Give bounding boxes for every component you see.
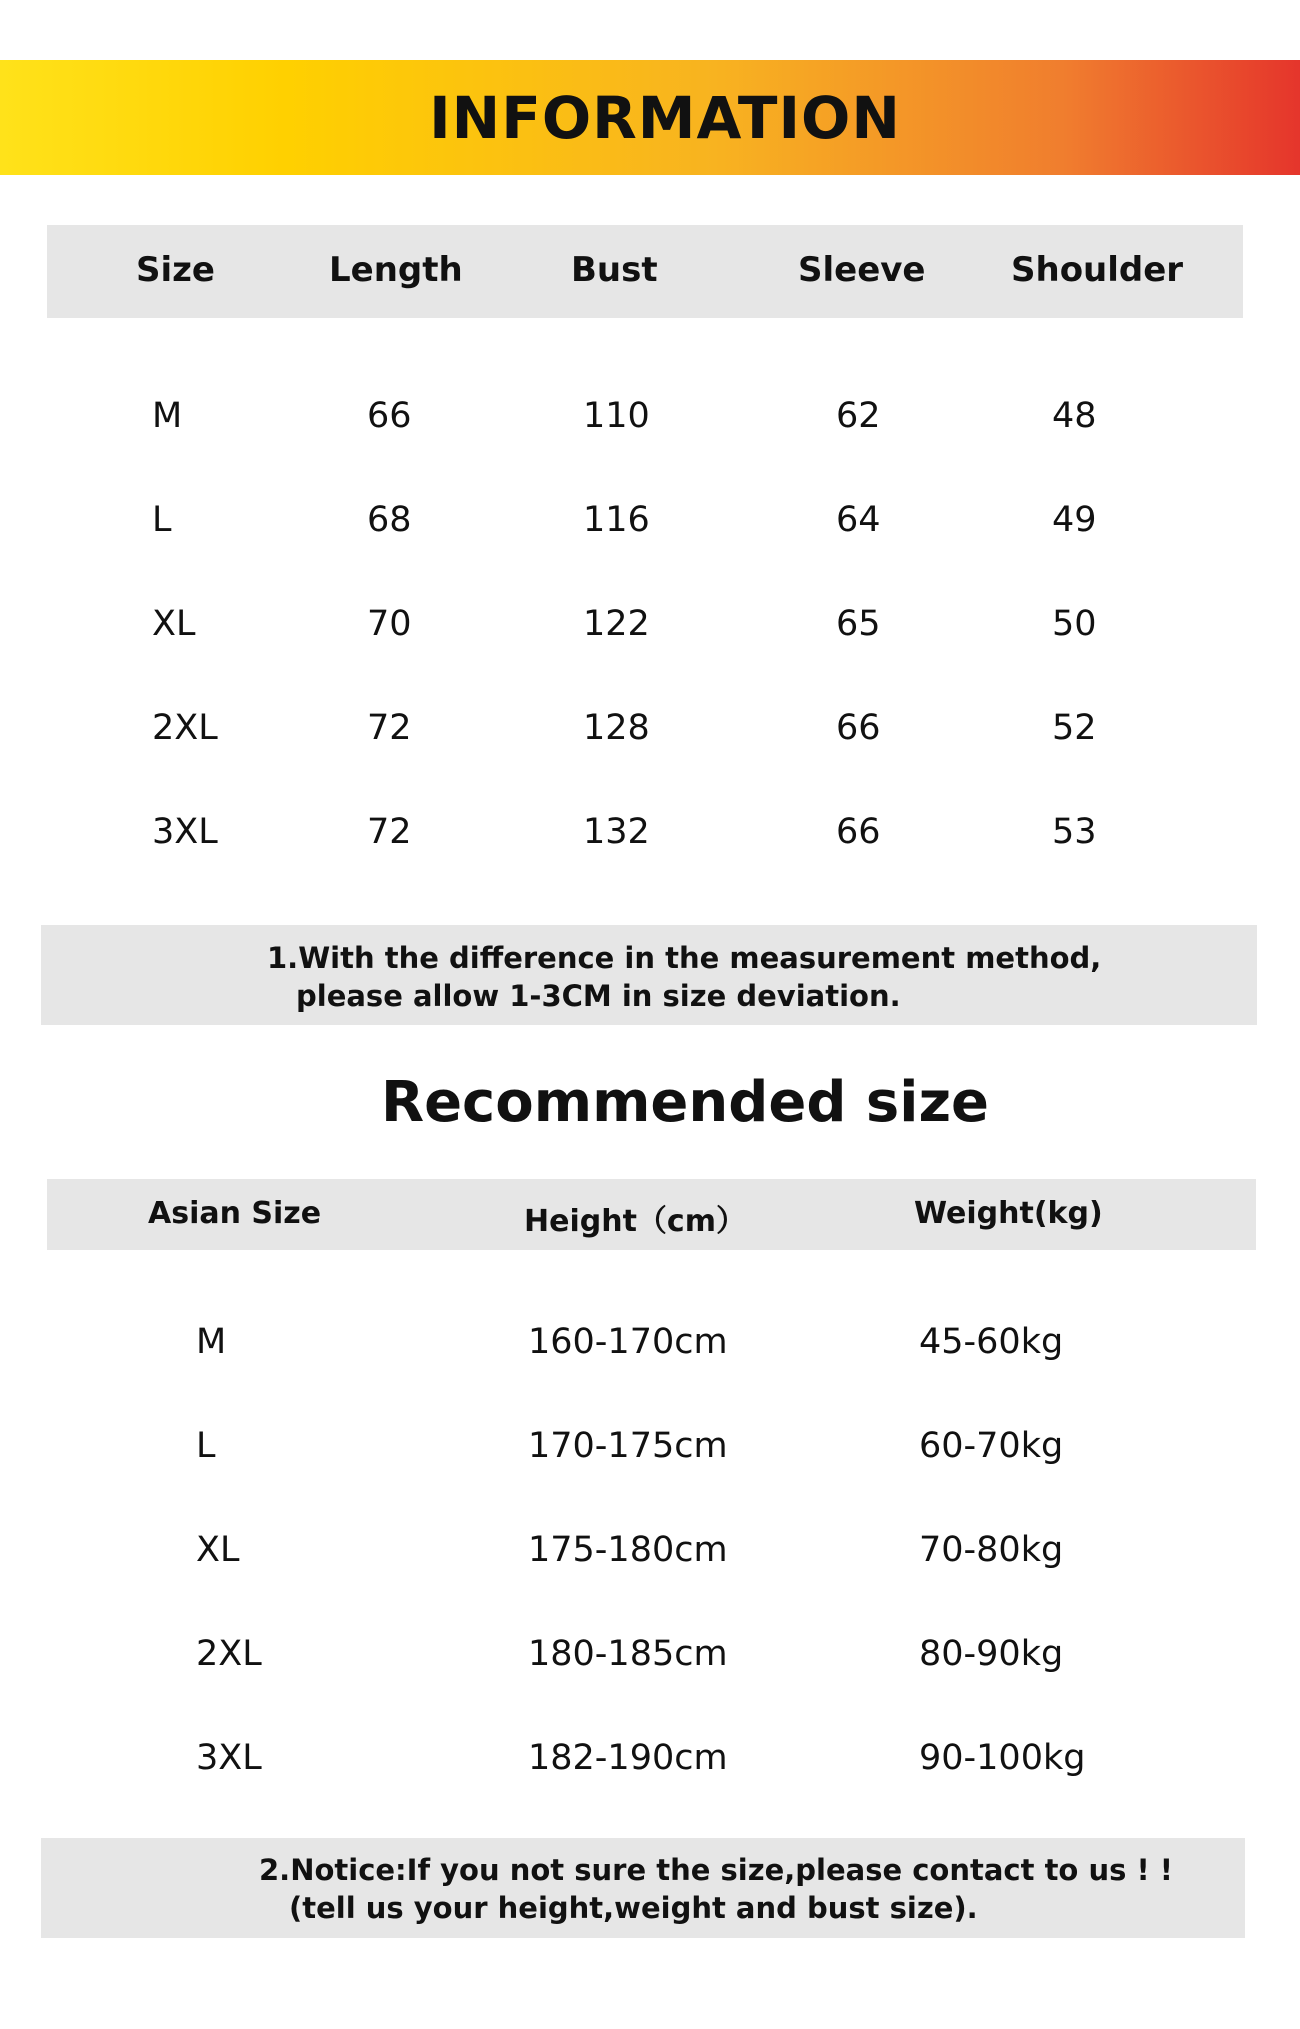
cell-bust: 116 xyxy=(583,500,650,540)
cell-shoulder: 53 xyxy=(1052,812,1097,852)
cell-weight: 45-60kg xyxy=(919,1322,1064,1362)
cell-asian-size: L xyxy=(196,1426,216,1466)
cell-height: 182-190cm xyxy=(528,1738,728,1778)
cell-sleeve: 65 xyxy=(836,604,881,644)
cell-bust: 122 xyxy=(583,604,650,644)
cell-sleeve: 66 xyxy=(836,812,881,852)
cell-length: 66 xyxy=(367,396,412,436)
cell-shoulder: 50 xyxy=(1052,604,1097,644)
header-sleeve: Sleeve xyxy=(798,250,926,290)
cell-weight: 70-80kg xyxy=(919,1530,1064,1570)
cell-sleeve: 64 xyxy=(836,500,881,540)
cell-size: M xyxy=(152,396,183,436)
cell-bust: 132 xyxy=(583,812,650,852)
information-banner xyxy=(0,60,1300,175)
cell-height: 175-180cm xyxy=(528,1530,728,1570)
cell-size: 2XL xyxy=(152,708,218,748)
cell-size: 3XL xyxy=(152,812,218,852)
header-asian-size: Asian Size xyxy=(148,1196,322,1231)
cell-weight: 90-100kg xyxy=(919,1738,1086,1778)
measurement-note-line2: please allow 1-3CM in size deviation. xyxy=(296,979,901,1013)
header-weight: Weight(kg) xyxy=(914,1196,1103,1231)
cell-height: 170-175cm xyxy=(528,1426,728,1466)
cell-size: L xyxy=(152,500,172,540)
recommended-size-title: Recommended size xyxy=(380,1070,990,1135)
cell-asian-size: M xyxy=(196,1322,227,1362)
cell-asian-size: XL xyxy=(196,1530,240,1570)
cell-length: 72 xyxy=(367,708,412,748)
cell-weight: 60-70kg xyxy=(919,1426,1064,1466)
cell-height: 160-170cm xyxy=(528,1322,728,1362)
header-height: Height（cm） xyxy=(524,1204,746,1239)
cell-weight: 80-90kg xyxy=(919,1634,1064,1674)
contact-note-line1: 2.Notice:If you not sure the size,please contact to us ! ! xyxy=(259,1853,1173,1887)
cell-sleeve: 62 xyxy=(836,396,881,436)
cell-shoulder: 52 xyxy=(1052,708,1097,748)
contact-note-line2: (tell us your height,weight and bust size). xyxy=(289,1891,978,1925)
banner-title: INFORMATION xyxy=(429,83,901,152)
cell-length: 68 xyxy=(367,500,412,540)
cell-shoulder: 48 xyxy=(1052,396,1097,436)
cell-asian-size: 2XL xyxy=(196,1634,262,1674)
header-length: Length xyxy=(329,250,463,290)
cell-asian-size: 3XL xyxy=(196,1738,262,1778)
cell-length: 72 xyxy=(367,812,412,852)
header-bust: Bust xyxy=(571,250,658,290)
cell-sleeve: 66 xyxy=(836,708,881,748)
measurement-note-line1: 1.With the difference in the measurement method, xyxy=(267,941,1102,975)
cell-shoulder: 49 xyxy=(1052,500,1097,540)
header-shoulder: Shoulder xyxy=(1011,250,1184,290)
cell-bust: 110 xyxy=(583,396,650,436)
cell-length: 70 xyxy=(367,604,412,644)
cell-bust: 128 xyxy=(583,708,650,748)
header-size: Size xyxy=(136,250,215,290)
cell-height: 180-185cm xyxy=(528,1634,728,1674)
cell-size: XL xyxy=(152,604,196,644)
